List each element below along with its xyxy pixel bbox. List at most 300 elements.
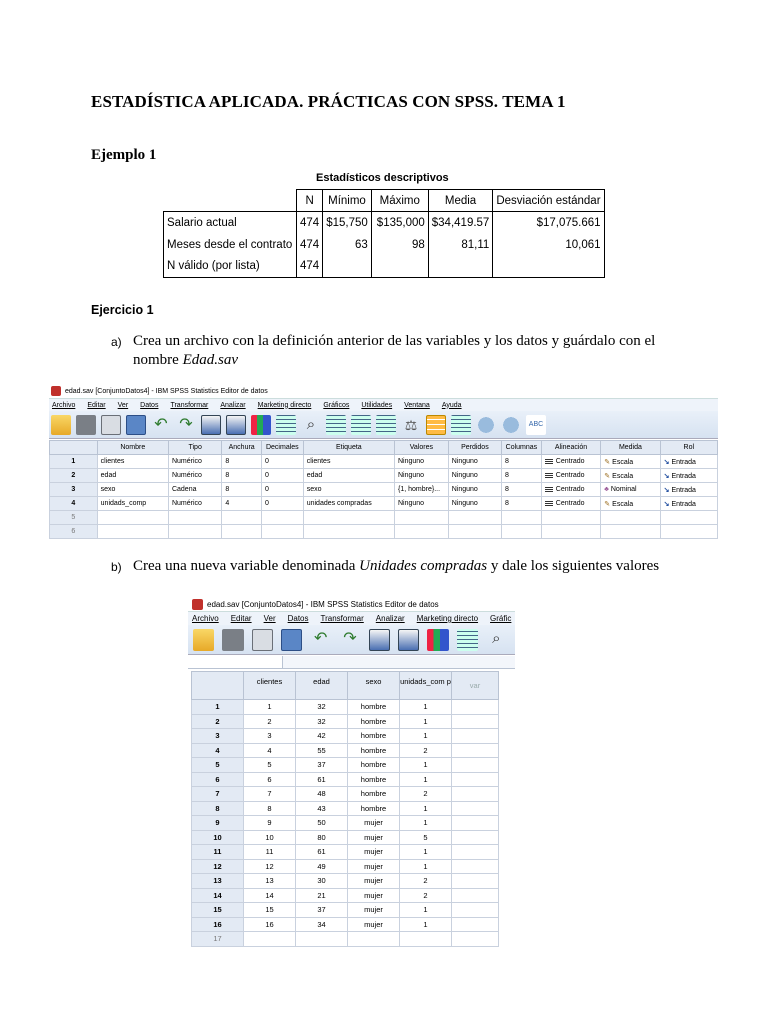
table-row: [192, 700, 499, 715]
menu-bar: [49, 398, 718, 411]
column-header[interactable]: Medida: [601, 441, 660, 455]
column-header[interactable]: Tipo: [168, 441, 221, 455]
cell[interactable]: mujer: [348, 888, 400, 903]
cell[interactable]: 1: [400, 700, 452, 715]
cell[interactable]: sexo: [303, 483, 394, 497]
cell[interactable]: edad: [97, 469, 168, 483]
cell[interactable]: [261, 525, 303, 539]
cell[interactable]: 4: [244, 743, 296, 758]
row-number[interactable]: 9: [192, 816, 244, 831]
cell[interactable]: [601, 511, 660, 525]
cell[interactable]: [452, 859, 499, 874]
cell[interactable]: sexo: [97, 483, 168, 497]
cell[interactable]: 7: [244, 787, 296, 802]
find-binoculars-icon[interactable]: ⌕: [492, 629, 501, 647]
cell[interactable]: [502, 525, 542, 539]
cell[interactable]: 61: [296, 772, 348, 787]
column-header[interactable]: Nombre: [97, 441, 168, 455]
insert-cases-icon[interactable]: [326, 415, 346, 435]
cell[interactable]: Centrado: [541, 483, 601, 497]
cell[interactable]: hombre: [348, 743, 400, 758]
cell[interactable]: hombre: [348, 714, 400, 729]
cell[interactable]: mujer: [348, 874, 400, 889]
cell[interactable]: 1: [400, 714, 452, 729]
cell[interactable]: ↘ Entrada: [660, 497, 717, 511]
menu-utilidades[interactable]: Utilidades: [361, 401, 393, 409]
input-arrow-icon: ↘: [663, 500, 670, 508]
cell[interactable]: 21: [296, 888, 348, 903]
stats-cell: [428, 256, 493, 278]
column-header[interactable]: clientes: [244, 672, 296, 700]
cell[interactable]: 11: [244, 845, 296, 860]
column-header[interactable]: Columnas: [502, 441, 542, 455]
stats-header: Desviación estándar: [493, 190, 604, 212]
cell[interactable]: 43: [296, 801, 348, 816]
cell[interactable]: Ninguno: [448, 483, 501, 497]
cell[interactable]: 37: [296, 758, 348, 773]
stats-cell: [493, 256, 604, 278]
cell[interactable]: 34: [296, 917, 348, 932]
row-number[interactable]: 4: [50, 497, 98, 511]
cell[interactable]: mujer: [348, 859, 400, 874]
cell[interactable]: unidades compradas: [303, 497, 394, 511]
cell[interactable]: [303, 525, 394, 539]
cell[interactable]: 80: [296, 830, 348, 845]
cell[interactable]: ↘ Entrada: [660, 483, 717, 497]
open-folder-icon[interactable]: [51, 415, 71, 435]
item-text: Crea un archivo con la definición anterior de las variables y los datos y guárdalo con el nombre Edad.sav: [133, 333, 656, 368]
column-header[interactable]: unidads_com p: [400, 672, 452, 700]
row-number[interactable]: 6: [192, 772, 244, 787]
cell[interactable]: [395, 525, 449, 539]
cell[interactable]: [660, 525, 717, 539]
cell[interactable]: 42: [296, 729, 348, 744]
cell[interactable]: 4: [222, 497, 262, 511]
cell[interactable]: 8: [222, 469, 262, 483]
cell[interactable]: 2: [400, 874, 452, 889]
cell[interactable]: 50: [296, 816, 348, 831]
menu-archivo[interactable]: Archivo: [192, 614, 219, 623]
column-header[interactable]: Alineación: [541, 441, 601, 455]
cell[interactable]: 2: [400, 888, 452, 903]
cell[interactable]: mujer: [348, 917, 400, 932]
menu-graficos[interactable]: Gráficos: [323, 401, 350, 409]
menu-transformar[interactable]: Transformar: [170, 401, 209, 409]
menu-ver[interactable]: Ver: [263, 614, 276, 623]
cell[interactable]: 0: [261, 469, 303, 483]
table-row: [50, 455, 718, 469]
show-all-variables-icon[interactable]: [501, 415, 521, 435]
cell-reference-bar: [188, 656, 515, 669]
stats-cell: 98: [371, 234, 428, 256]
cell[interactable]: ✎ Escala: [601, 469, 660, 483]
menu-bar: [188, 611, 515, 625]
cell[interactable]: mujer: [348, 903, 400, 918]
cell[interactable]: mujer: [348, 845, 400, 860]
table-row: [192, 830, 499, 845]
table-row: [192, 917, 499, 932]
cell[interactable]: [222, 525, 262, 539]
cell[interactable]: 8: [502, 483, 542, 497]
row-number[interactable]: 15: [192, 903, 244, 918]
cell[interactable]: [261, 511, 303, 525]
cell[interactable]: Numérico: [168, 497, 221, 511]
cell[interactable]: 55: [296, 743, 348, 758]
cell[interactable]: mujer: [348, 816, 400, 831]
column-header[interactable]: Perdidos: [448, 441, 501, 455]
cell[interactable]: [244, 932, 296, 947]
cell[interactable]: Ninguno: [395, 455, 449, 469]
spss-variable-view-screenshot: [49, 384, 718, 535]
cell[interactable]: ↘ Entrada: [660, 469, 717, 483]
cell[interactable]: [452, 758, 499, 773]
stats-header: Máximo: [371, 190, 428, 212]
cell[interactable]: ↘ Entrada: [660, 455, 717, 469]
table-row: [192, 772, 499, 787]
row-number[interactable]: 1: [192, 700, 244, 715]
table-row: [192, 758, 499, 773]
split-file-icon[interactable]: [376, 415, 396, 435]
cell[interactable]: 1: [400, 903, 452, 918]
spss-app-icon: [51, 386, 61, 396]
cell[interactable]: 5: [244, 758, 296, 773]
cell[interactable]: 8: [502, 455, 542, 469]
cell[interactable]: 48: [296, 787, 348, 802]
cell[interactable]: 1: [400, 859, 452, 874]
table-row: [192, 743, 499, 758]
cell[interactable]: 32: [296, 714, 348, 729]
cell[interactable]: [400, 932, 452, 947]
row-number[interactable]: 16: [192, 917, 244, 932]
cell[interactable]: [452, 816, 499, 831]
align-center-icon: [545, 472, 553, 478]
cell[interactable]: clientes: [303, 455, 394, 469]
print-icon[interactable]: [252, 629, 273, 651]
align-center-icon: [545, 458, 553, 464]
row-number[interactable]: 6: [50, 525, 98, 539]
cell[interactable]: Centrado: [541, 497, 601, 511]
goto-case-icon[interactable]: [201, 415, 221, 435]
cell[interactable]: [452, 772, 499, 787]
column-header[interactable]: edad: [296, 672, 348, 700]
cell[interactable]: hombre: [348, 787, 400, 802]
weight-cases-icon[interactable]: ⚖: [404, 416, 418, 433]
stats-table-caption: Estadísticos descriptivos: [316, 172, 449, 184]
cell[interactable]: 1: [400, 801, 452, 816]
value-labels-icon[interactable]: [426, 415, 446, 435]
cell[interactable]: Ninguno: [448, 497, 501, 511]
stats-cell: 474: [297, 234, 323, 256]
menu-editar[interactable]: Editar: [230, 614, 252, 623]
cell[interactable]: ✎ Escala: [601, 455, 660, 469]
cell[interactable]: 30: [296, 874, 348, 889]
run-descriptives-icon[interactable]: [276, 415, 296, 435]
variable-view-grid: [49, 440, 718, 539]
cell[interactable]: 8: [502, 469, 542, 483]
cell[interactable]: 8: [222, 483, 262, 497]
undo-icon[interactable]: ↶: [154, 415, 168, 433]
cell[interactable]: 2: [400, 743, 452, 758]
cell[interactable]: 3: [244, 729, 296, 744]
cell[interactable]: [502, 511, 542, 525]
cell[interactable]: 1: [400, 729, 452, 744]
chart-icon[interactable]: [451, 415, 471, 435]
cell[interactable]: hombre: [348, 758, 400, 773]
cell[interactable]: Ninguno: [395, 469, 449, 483]
cell[interactable]: [97, 525, 168, 539]
recall-dialog-icon[interactable]: [126, 415, 146, 435]
column-header[interactable]: Etiqueta: [303, 441, 394, 455]
window-title: edad.sav [ConjuntoDatos4] - IBM SPSS Statistics Editor de datos: [65, 387, 268, 395]
column-header[interactable]: Anchura: [222, 441, 262, 455]
save-icon[interactable]: [222, 629, 243, 651]
cell[interactable]: [601, 525, 660, 539]
cell[interactable]: ✎ Escala: [601, 497, 660, 511]
row-number[interactable]: 14: [192, 888, 244, 903]
cell[interactable]: [541, 511, 601, 525]
recall-dialog-icon[interactable]: [281, 629, 302, 651]
column-header[interactable]: Decimales: [261, 441, 303, 455]
select-cases-icon[interactable]: [351, 415, 371, 435]
cell[interactable]: 0: [261, 455, 303, 469]
cell[interactable]: 12: [244, 859, 296, 874]
cell[interactable]: hombre: [348, 801, 400, 816]
row-number[interactable]: 17: [192, 932, 244, 947]
exercise-item-b: [111, 557, 711, 577]
cell[interactable]: unidads_comp: [97, 497, 168, 511]
cell[interactable]: hombre: [348, 729, 400, 744]
menu-ver[interactable]: Ver: [117, 401, 129, 409]
cell[interactable]: [452, 801, 499, 816]
cell[interactable]: [541, 525, 601, 539]
row-number[interactable]: 4: [192, 743, 244, 758]
cell[interactable]: clientes: [97, 455, 168, 469]
cell[interactable]: 16: [244, 917, 296, 932]
cell[interactable]: [168, 511, 221, 525]
cell[interactable]: hombre: [348, 772, 400, 787]
column-header[interactable]: Rol: [660, 441, 717, 455]
print-icon[interactable]: [101, 415, 121, 435]
cell[interactable]: [97, 511, 168, 525]
menu-ventana[interactable]: Ventana: [404, 401, 430, 409]
table-row: [192, 932, 499, 947]
cell[interactable]: Numérico: [168, 455, 221, 469]
cell[interactable]: 0: [261, 497, 303, 511]
save-icon[interactable]: [76, 415, 96, 435]
stats-row-label: N válido (por lista): [164, 256, 297, 278]
stats-corner-cell: [164, 190, 297, 212]
cell[interactable]: [452, 888, 499, 903]
exercise-item-a: [111, 332, 691, 372]
cell[interactable]: 14: [244, 888, 296, 903]
cell[interactable]: 1: [400, 758, 452, 773]
cell[interactable]: [222, 511, 262, 525]
cell[interactable]: 37: [296, 903, 348, 918]
cell[interactable]: 1: [244, 700, 296, 715]
cell[interactable]: {1, hombre}...: [395, 483, 449, 497]
corner-cell[interactable]: [192, 672, 244, 700]
align-center-icon: [545, 500, 553, 506]
find-binoculars-icon[interactable]: ⌕: [306, 415, 316, 433]
cell[interactable]: hombre: [348, 700, 400, 715]
cell[interactable]: edad: [303, 469, 394, 483]
column-header[interactable]: var: [452, 672, 499, 700]
cell[interactable]: [660, 511, 717, 525]
menu-marketing[interactable]: Marketing directo: [416, 614, 479, 623]
spss-data-view-screenshot: [188, 597, 515, 944]
scale-pencil-icon: ✎: [604, 472, 611, 480]
redo-icon[interactable]: ↷: [343, 629, 357, 647]
menu-graficos[interactable]: Gráfic: [490, 614, 512, 623]
cell[interactable]: 1: [400, 816, 452, 831]
scale-pencil-icon: ✎: [604, 500, 611, 508]
cell[interactable]: Numérico: [168, 469, 221, 483]
cell[interactable]: [348, 932, 400, 947]
row-number[interactable]: 13: [192, 874, 244, 889]
scale-pencil-icon: ✎: [604, 458, 611, 466]
menu-datos[interactable]: Datos: [287, 614, 309, 623]
cell[interactable]: 1: [400, 917, 452, 932]
cell[interactable]: [452, 714, 499, 729]
cell[interactable]: [296, 932, 348, 947]
cell[interactable]: Cadena: [168, 483, 221, 497]
spell-check-icon[interactable]: ABC: [526, 415, 546, 435]
cell[interactable]: [395, 511, 449, 525]
cell[interactable]: Centrado: [541, 455, 601, 469]
row-number[interactable]: 3: [50, 483, 98, 497]
redo-icon[interactable]: ↷: [179, 415, 193, 433]
cell[interactable]: [448, 525, 501, 539]
row-number[interactable]: 5: [50, 511, 98, 525]
cell[interactable]: [452, 932, 499, 947]
data-view-grid: [191, 671, 499, 947]
menu-transformar[interactable]: Transformar: [320, 614, 364, 623]
table-row: [192, 816, 499, 831]
undo-icon[interactable]: ↶: [314, 629, 328, 647]
cell[interactable]: 8: [244, 801, 296, 816]
cell[interactable]: 13: [244, 874, 296, 889]
cell[interactable]: 49: [296, 859, 348, 874]
cell[interactable]: Centrado: [541, 469, 601, 483]
align-center-icon: [545, 486, 553, 492]
stats-cell: 81,11: [428, 234, 493, 256]
cell[interactable]: [452, 830, 499, 845]
stats-cell: [323, 256, 372, 278]
cell[interactable]: [452, 917, 499, 932]
cell[interactable]: [452, 700, 499, 715]
cell[interactable]: 32: [296, 700, 348, 715]
stats-cell: $135,000: [371, 212, 428, 234]
cell[interactable]: Ninguno: [448, 469, 501, 483]
menu-ayuda[interactable]: Ayuda: [441, 401, 462, 409]
menu-marketing[interactable]: Marketing directo: [257, 401, 312, 409]
cell[interactable]: [452, 845, 499, 860]
cell[interactable]: [168, 525, 221, 539]
toolbar: [188, 625, 515, 655]
row-number[interactable]: 2: [50, 469, 98, 483]
cell[interactable]: 15: [244, 903, 296, 918]
corner-cell[interactable]: [50, 441, 98, 455]
stats-row-label: Salario actual: [164, 212, 297, 234]
cell[interactable]: [452, 729, 499, 744]
table-row: [50, 525, 718, 539]
table-row: [50, 483, 718, 497]
variables-icon[interactable]: [251, 415, 271, 435]
row-number[interactable]: 7: [192, 787, 244, 802]
cell[interactable]: 0: [261, 483, 303, 497]
row-number[interactable]: 5: [192, 758, 244, 773]
table-row: [192, 874, 499, 889]
cell[interactable]: Ninguno: [395, 497, 449, 511]
menu-archivo[interactable]: Archivo: [52, 401, 76, 409]
stats-row-label: Meses desde el contrato: [164, 234, 297, 256]
goto-variable-icon[interactable]: [226, 415, 246, 435]
open-folder-icon[interactable]: [193, 629, 214, 651]
cell[interactable]: 2: [400, 787, 452, 802]
spss-app-icon: [192, 599, 203, 610]
menu-datos[interactable]: Datos: [140, 401, 159, 409]
row-number[interactable]: 10: [192, 830, 244, 845]
menu-analizar[interactable]: Analizar: [220, 401, 246, 409]
nominal-icon: ♣: [604, 486, 609, 493]
cell[interactable]: 5: [400, 830, 452, 845]
stats-cell: 63: [323, 234, 372, 256]
row-number[interactable]: 3: [192, 729, 244, 744]
input-arrow-icon: ↘: [663, 486, 670, 494]
row-number[interactable]: 2: [192, 714, 244, 729]
table-row: [50, 511, 718, 525]
row-number[interactable]: 1: [50, 455, 98, 469]
menu-analizar[interactable]: Analizar: [375, 614, 405, 623]
use-sets-icon[interactable]: [476, 415, 496, 435]
menu-editar[interactable]: Editar: [87, 401, 106, 409]
cell[interactable]: [452, 743, 499, 758]
cell[interactable]: 1: [400, 845, 452, 860]
stats-cell: $15,750: [323, 212, 372, 234]
cell[interactable]: [452, 874, 499, 889]
column-header[interactable]: sexo: [348, 672, 400, 700]
cell[interactable]: [452, 787, 499, 802]
window-title: edad.sav [ConjuntoDatos4] - IBM SPSS Statistics Editor de datos: [207, 599, 439, 609]
goto-case-icon[interactable]: [369, 629, 390, 651]
goto-variable-icon[interactable]: [398, 629, 419, 651]
cell[interactable]: Ninguno: [448, 455, 501, 469]
cell[interactable]: [448, 511, 501, 525]
cell[interactable]: 6: [244, 772, 296, 787]
row-number[interactable]: 11: [192, 845, 244, 860]
cell[interactable]: 2: [244, 714, 296, 729]
variables-icon[interactable]: [427, 629, 448, 651]
cell[interactable]: [452, 903, 499, 918]
cell-reference-input[interactable]: [188, 656, 283, 668]
table-row: [192, 903, 499, 918]
cell[interactable]: 61: [296, 845, 348, 860]
cell[interactable]: 8: [502, 497, 542, 511]
cell[interactable]: 8: [222, 455, 262, 469]
cell[interactable]: [303, 511, 394, 525]
row-number[interactable]: 12: [192, 859, 244, 874]
cell[interactable]: ♣ Nominal: [601, 483, 660, 497]
cell[interactable]: 9: [244, 816, 296, 831]
stats-cell: [371, 256, 428, 278]
run-descriptives-icon[interactable]: [457, 629, 478, 651]
cell[interactable]: 10: [244, 830, 296, 845]
cell[interactable]: 1: [400, 772, 452, 787]
column-header[interactable]: Valores: [395, 441, 449, 455]
input-arrow-icon: ↘: [663, 458, 670, 466]
cell[interactable]: mujer: [348, 830, 400, 845]
row-number[interactable]: 8: [192, 801, 244, 816]
